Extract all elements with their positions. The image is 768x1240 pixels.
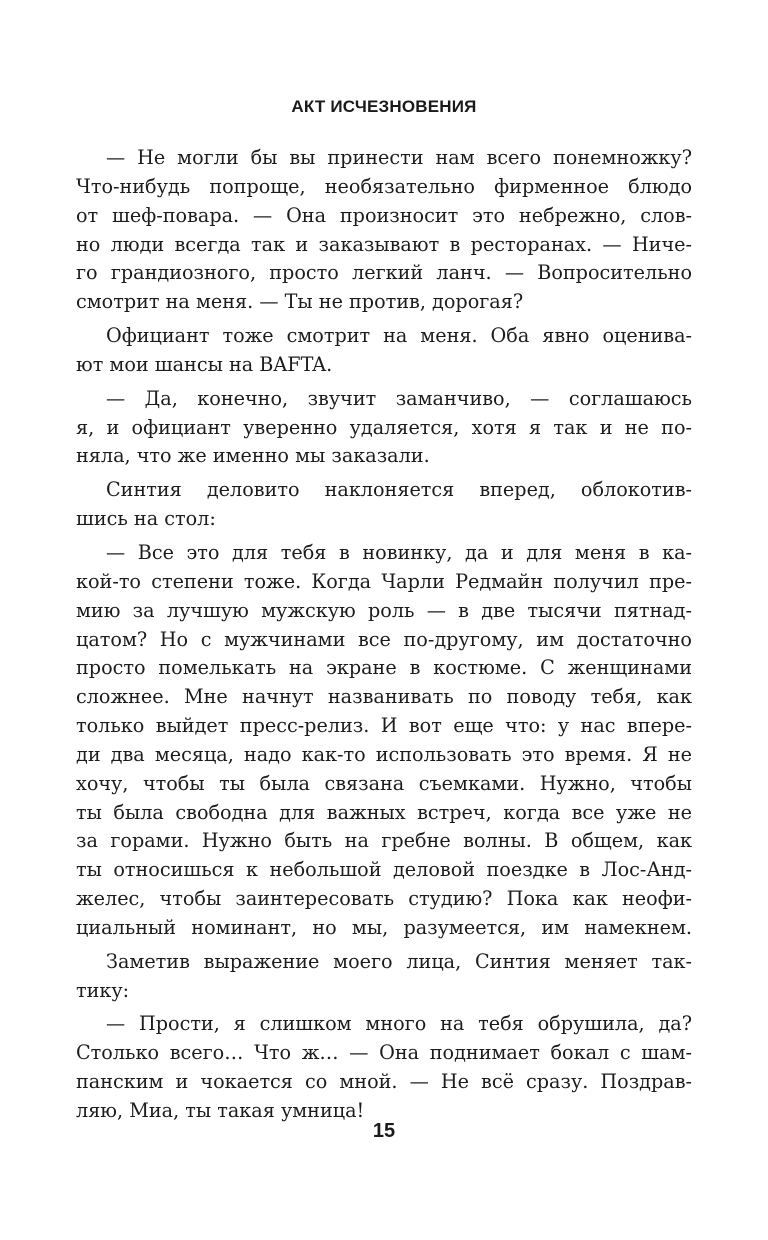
text-line: ляю, Миа, ты такая умница! xyxy=(76,1099,365,1122)
text-line: Столько всего… Что ж… — Она поднимает бокал с шам- xyxy=(76,1041,692,1065)
body-text xyxy=(76,144,692,1126)
text-line: Синтия деловито наклоняется вперед, облокотив- xyxy=(106,478,692,502)
text-line: за горами. Нужно быть на гребне волны. В общем, как xyxy=(76,829,692,853)
text-line: шись на стол: xyxy=(76,507,216,531)
text-line: — Прости, я слишком много на тебя обрушила, да? xyxy=(106,1012,692,1036)
paragraph xyxy=(76,322,692,380)
text-line: я, и официант уверенно удаляется, хотя я так и не по- xyxy=(76,415,692,439)
paragraph xyxy=(76,539,692,943)
text-line: сложнее. Мне начнут названивать по поводу тебя, как xyxy=(76,685,692,709)
paragraph xyxy=(76,476,692,534)
page-number: 15 xyxy=(372,1120,396,1142)
paragraph xyxy=(76,1010,692,1125)
text-line: смотрит на меня. — Ты не против, дорогая? xyxy=(76,290,524,314)
text-line: го грандиозного, просто легкий ланч. — Вопросительно xyxy=(76,261,692,285)
text-line: цатом? Но с мужчинами все по-другому, им достаточно xyxy=(76,627,692,651)
text-line: но люди всегда так и заказывают в ресторанах. — Ниче- xyxy=(76,232,692,256)
text-line: Официант тоже смотрит на меня. Оба явно оценива- xyxy=(106,324,692,348)
text-line: — Не могли бы вы принести нам всего понемножку? xyxy=(106,146,692,169)
text-line: панским и чокается со мной. — Не всё сразу. Поздрав- xyxy=(76,1070,692,1094)
text-line: — Да, конечно, звучит заманчиво, — соглашаюсь xyxy=(106,386,692,410)
text-line: циальный номинант, но мы, разумеется, им намекнем. xyxy=(76,915,692,939)
text-line: от шеф-повара. — Она произносит это небрежно, слов- xyxy=(76,203,692,227)
paragraph xyxy=(76,144,692,317)
running-title: АКТ ИСЧЕЗНОВЕНИЯ xyxy=(291,97,477,116)
text-line: хочу, чтобы ты была связана съемками. Нужно, чтобы xyxy=(76,771,692,795)
paragraph xyxy=(76,385,692,472)
text-line: только выйдет пресс-релиз. И вот еще что: у нас впере- xyxy=(76,714,692,738)
paragraph xyxy=(76,948,692,1006)
text-line: ты относишься к небольшой деловой поездке в Лос-Анд- xyxy=(76,858,692,882)
text-line: ди два месяца, надо как-то использовать это время. Я не xyxy=(76,742,692,766)
text-line: няла, что же именно мы заказали. xyxy=(76,444,430,468)
text-line: ют мои шансы на BAFTA. xyxy=(76,352,333,376)
text-line: Что-нибудь попроще, необязательно фирменное блюдо xyxy=(76,174,692,198)
text-line: — Все это для тебя в новинку, да и для меня в ка- xyxy=(106,540,692,564)
text-line: тику: xyxy=(76,978,130,1002)
text-line: просто помелькать на экране в костюме. С женщинами xyxy=(76,656,692,680)
text-line: желес, чтобы заинтересовать студию? Пока как неофи- xyxy=(76,887,692,911)
text-line: мию за лучшую мужскую роль — в две тысячи пятнад- xyxy=(76,598,692,622)
text-line: ты была свободна для важных встреч, когда все уже не xyxy=(76,800,692,824)
text-line: кой-то степени тоже. Когда Чарли Редмайн получил пре- xyxy=(76,569,692,593)
text-line: Заметив выражение моего лица, Синтия меняет так- xyxy=(106,949,692,973)
